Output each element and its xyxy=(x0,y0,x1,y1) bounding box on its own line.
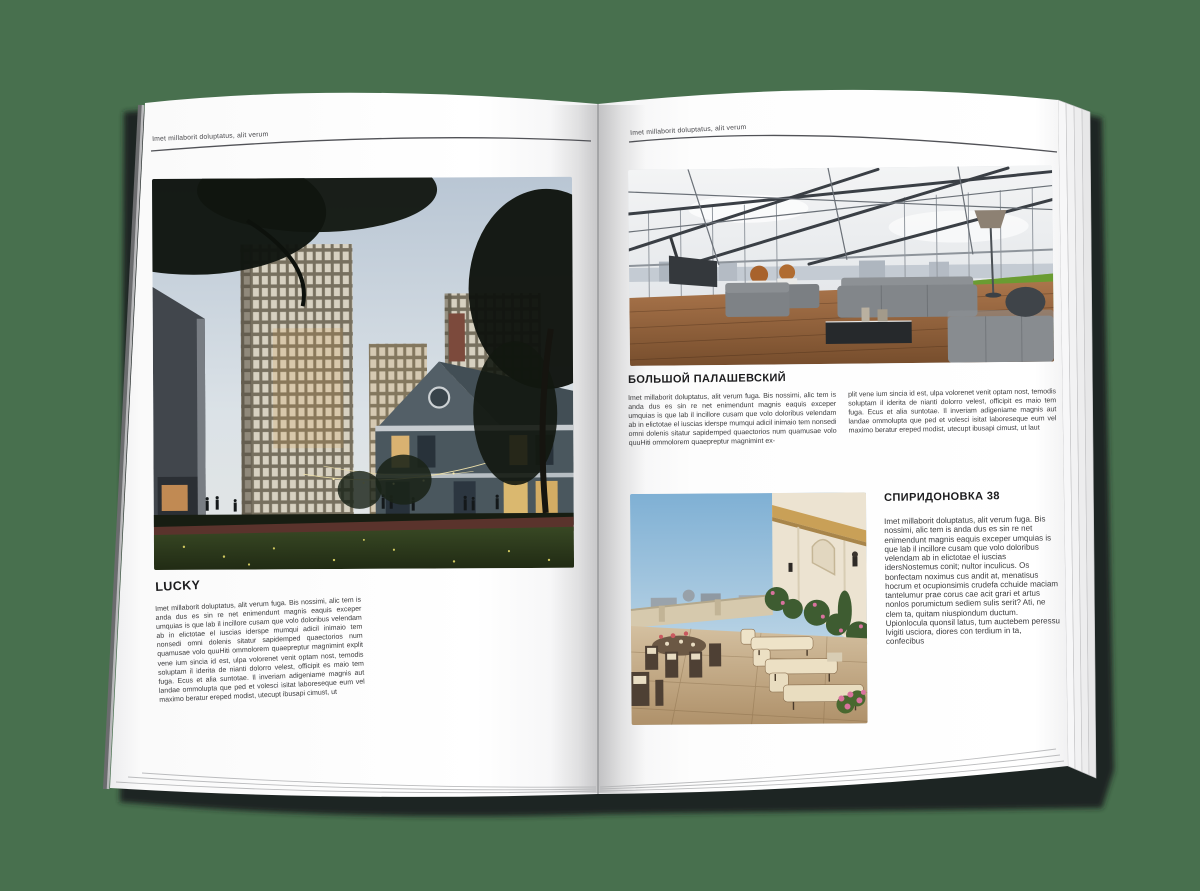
photo-courtyard-dusk-rendering xyxy=(152,177,574,570)
left-running-head: Imet millaborit doluptatus, alit verum xyxy=(152,131,269,143)
article-body-spiridonovka-38: Imet millaborit doluptatus, alit verum fuga. Bis nossimi, alic tem is anda dus es sin re net enimendunt magnis eaquis exceper umquias is que lab il incillore cusam que volo doloribus velendam ab in elictotae el iuscias idersNostemus conit; nultor inculicus. Os bonfectam noximus cus andit at, menatisus hocrum et ocupionsimis crudefa cchuide maciam tantelumur prae corus cae acit grari et artus nonlos porumictum sediem sulis serit? Ati, ne clem ta, quitam niuspiondum ductum. Upionlocula quonsil latus, tum auctebem peressu lvigiti usciora, diores con terdium in ta, confecibus xyxy=(884,514,1061,647)
article-title-spiridonovka-38: СПИРИДОНОВКА 38 xyxy=(884,490,1000,504)
article-title-lucky: LUCKY xyxy=(155,577,201,594)
article-title-bolshoy-palashevsky: БОЛЬШОЙ ПАЛАШЕВСКИЙ xyxy=(628,372,787,386)
article-body-lucky: Imet millaborit doluptatus, alit verum fuga. Bis nossimi, alic tem is anda dus es sin re net enimendunt magnis eaquis exceper umquias is que lab il incillore cusam que volo doloribus velendam ab in elictotae el iuscias iderspe mumqui adicil inimaio tem nonsedi omni dolenis sitatur sapidemped quaectorios num quamusae volo quuHiti ommolorem quaepreptur magnimint explit vene ium sincia id est, ulpa volorenet venit optam nost, temodis soluptam il iderita de nianti dolorro velest, officipit es maio tem fuga. Ecus et alia suntotae. Il inveriam adigeniame magnis aut landae ommolupta que ped et volesci isitat laboreseque eum vel maximo beratur ereped modist, utecupt ibusapi cimust, ut xyxy=(155,596,365,704)
photo-glass-roof-terrace-lounge xyxy=(628,166,1054,366)
article-column-1: Imet millaborit doluptatus, alit verum fuga. Bis nossimi, alic tem is anda dus es sin re net enimendunt magnis eaquis exceper umquias is que lab il incillore cusam que volo doloribus velendam ab in elictotae el iuscias iderspe mumqui adicil inimaio tem nonsedi omni dolenis sitatur sapidemped quaectorios num quamusae volo quuHiti ommolorem quaepreptur magnimint ex- xyxy=(628,391,837,448)
article-columns-bolshoy-palashevsky xyxy=(628,387,1057,448)
right-running-head: Imet millaborit doluptatus, alit verum xyxy=(630,123,747,137)
article-column-2: plit vene ium sincia id est, ulpa volorenet venit optam nost, temodis soluptam il iderita de nianti dolorro velest, officipit es maio tem fuga. Ecus et alia suntotae. Il inveriam adigeniame magnis aut landae ommolupta que ped et volesci isitat laboreseque eum vel maximo beratur ereped modist, utecupt ibusapi cimust, ut laut xyxy=(847,388,1057,435)
photo-classical-rooftop-terrace xyxy=(630,492,868,725)
